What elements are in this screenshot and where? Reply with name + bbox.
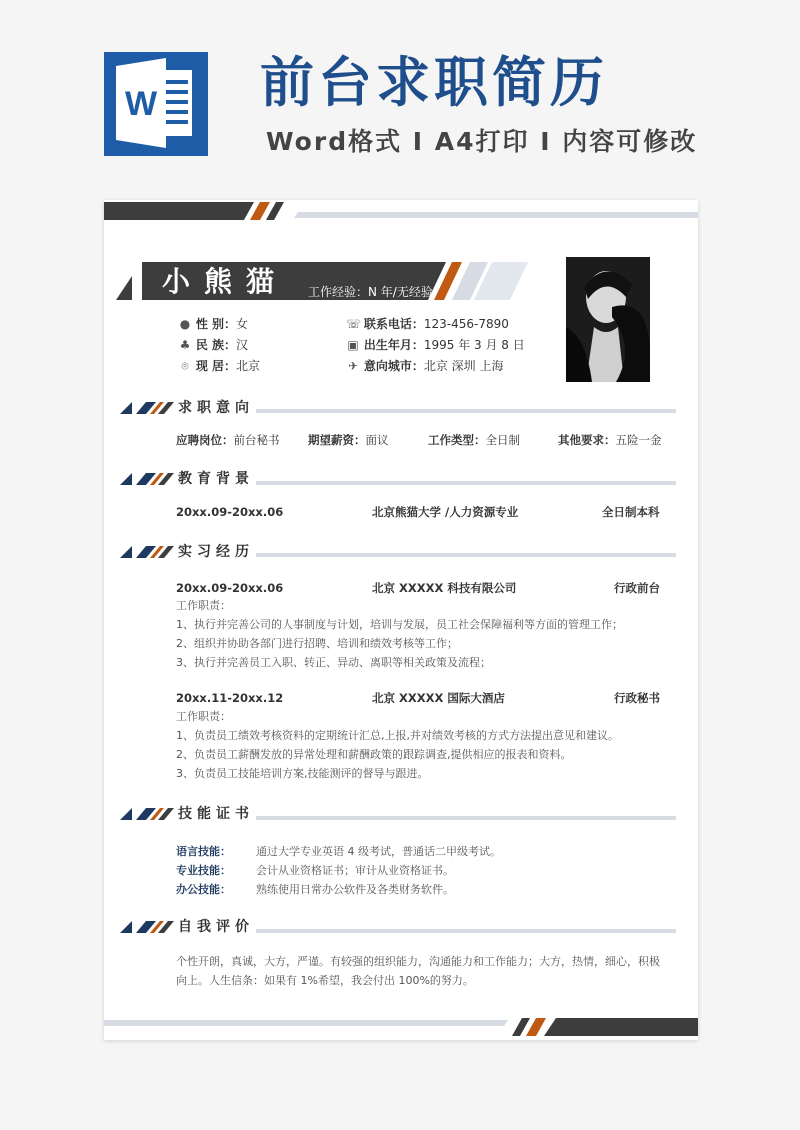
birth-row: ▣ 出生年月：1995 年 3 月 8 日: [347, 338, 525, 352]
gender-row: ● 性 别：女: [179, 317, 249, 331]
skill-item: 专业技能：: [176, 864, 231, 877]
duty-item: 1、负责员工绩效考核资料的定期统计汇总,上报,并对绩效考核的方式方法提出意见和建议。: [176, 729, 619, 742]
duty-item: 3、执行并完善员工入职、转正、异动、离职等相关政策及流程；: [176, 656, 491, 669]
duty-item: 2、负责员工薪酬发放的异常处理和薪酬政策的跟踪调查,提供相应的报表和资料。: [176, 748, 572, 761]
person-icon: ●: [179, 317, 191, 331]
duty-item: 1、执行并完善公司的人事制度与计划，培训与发展，员工社会保障福利等方面的管理工作；: [176, 618, 623, 631]
skill-value: 熟练使用日常办公软件及各类财务软件。: [256, 883, 454, 896]
plane-icon: ✈: [347, 359, 359, 373]
self-eval-line: 向上。人生信条：如果有 1%希望，我会付出 100%的努力。: [176, 974, 474, 987]
edu-period: 20xx.09-20xx.06: [176, 505, 284, 519]
section-title-self-eval: 自我评价: [178, 919, 254, 935]
skill-item: 办公技能：: [176, 883, 231, 896]
calendar-icon: ▣: [347, 338, 359, 352]
skill-value: 通过大学专业英语 4 级考试，普通话二甲级考试。: [256, 845, 501, 858]
section-marker: [120, 544, 180, 560]
section-line: [256, 409, 676, 413]
section-line: [256, 481, 676, 485]
job-company: 北京 XXXXX 国际大酒店: [372, 691, 505, 705]
section-title-intent: 求职意向: [178, 400, 254, 416]
job-role: 行政秘书: [614, 691, 660, 705]
page-title: 前台求职简历: [260, 51, 608, 114]
top-decoration: [104, 200, 698, 222]
section-line: [256, 553, 676, 557]
duty-item: 2、组织并协助各部门进行招聘、培训和绩效考核等工作；: [176, 637, 458, 650]
candidate-name: 小熊猫: [162, 265, 289, 298]
section-line: [256, 929, 676, 933]
city-row: ✈ 意向城市：北京 深圳 上海: [347, 359, 504, 373]
job-period: 20xx.11-20xx.12: [176, 691, 284, 705]
skill-value: 会计从业资格证书；审计从业资格证书。: [256, 864, 454, 877]
section-marker: [120, 919, 180, 935]
experience: 工作经验：N 年/无经验: [308, 285, 433, 299]
phone-row: ☏ 联系电话：123-456-7890: [346, 317, 509, 331]
edu-school: 北京熊猫大学 /人力资源专业: [372, 505, 519, 519]
ethnic-row: ♣ 民 族：汉: [179, 338, 249, 352]
section-title-skills: 技能证书: [178, 806, 254, 822]
section-marker: [120, 400, 180, 416]
intent-position: 应聘岗位：前台秘书: [176, 433, 280, 447]
intent-other: 其他要求：五险一金: [558, 433, 662, 447]
duty-label: 工作职责：: [176, 599, 231, 612]
section-title-education: 教育背景: [178, 471, 254, 487]
section-marker: [120, 471, 180, 487]
word-letter: W: [124, 85, 158, 123]
self-eval-line: 个性开朗，真诚，大方，严谨。有较强的组织能力，沟通能力和工作能力；大方，热情，细心，积极: [176, 955, 660, 968]
duty-label: 工作职责：: [176, 710, 231, 723]
profile-photo: [566, 257, 650, 382]
phone-icon: ☏: [346, 317, 362, 331]
word-icon: [104, 52, 208, 156]
edu-degree: 全日制本科: [602, 505, 660, 519]
duty-item: 3、负责员工技能培训方案,技能测评的督导与跟进。: [176, 767, 429, 780]
job-role: 行政前台: [614, 581, 660, 595]
people-icon: ♣: [179, 338, 191, 352]
job-company: 北京 XXXXX 科技有限公司: [372, 581, 517, 595]
job-period: 20xx.09-20xx.06: [176, 581, 284, 595]
intent-type: 工作类型：全日制: [428, 433, 520, 447]
intent-salary: 期望薪资：面议: [308, 433, 389, 447]
section-title-internship: 实习经历: [178, 544, 254, 560]
skill-item: 语言技能：: [176, 845, 231, 858]
residence-row: ⌾ 现 居：北京: [178, 358, 260, 374]
location-icon: ⌾: [181, 359, 189, 373]
resume-paper: [104, 200, 698, 1040]
section-marker: [120, 806, 180, 822]
section-line: [256, 816, 676, 820]
bottom-decoration: [104, 1016, 698, 1038]
page-subtitle: Word格式 I A4打印 I 内容可修改: [266, 127, 698, 156]
